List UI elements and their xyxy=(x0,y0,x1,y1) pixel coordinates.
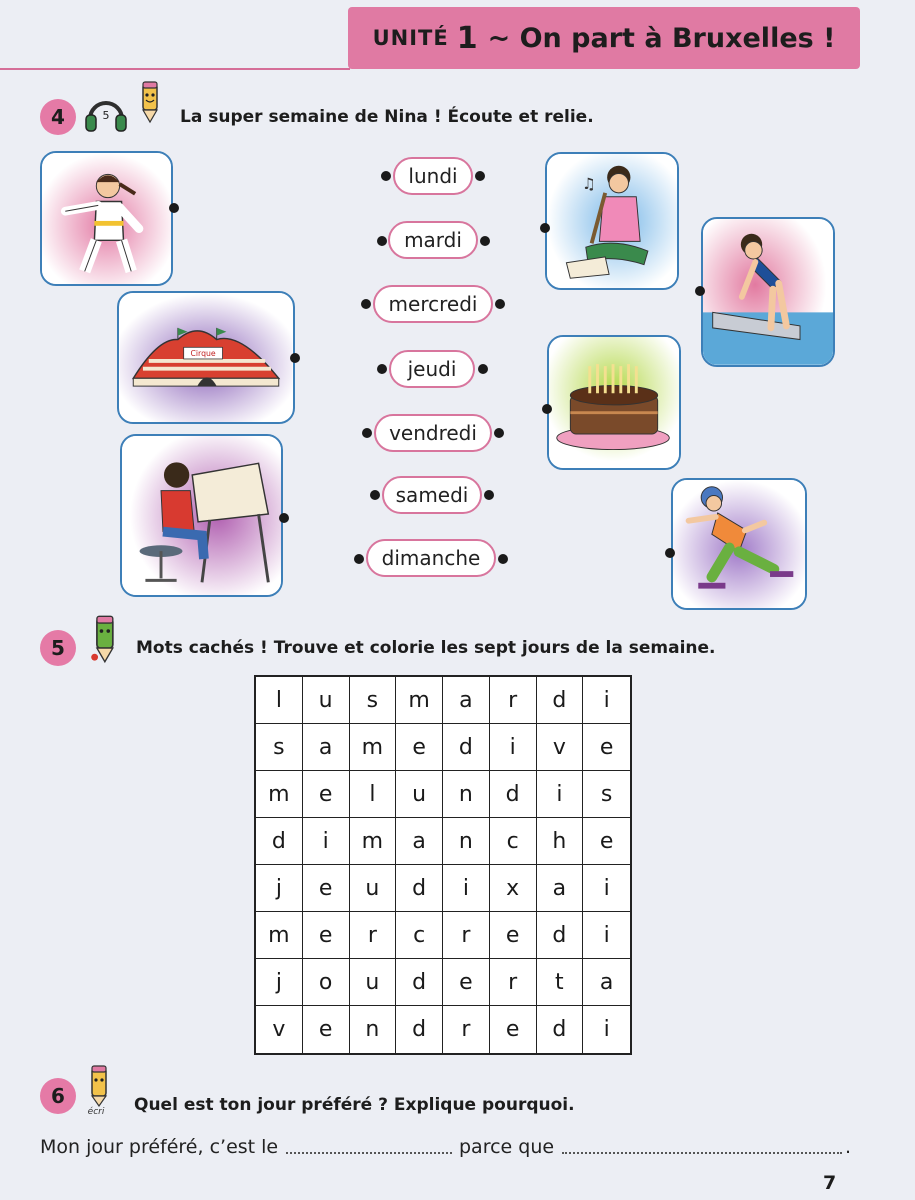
grid-cell[interactable]: i xyxy=(603,1017,610,1042)
picture-cake xyxy=(547,335,681,470)
connector-dot[interactable] xyxy=(354,554,364,564)
grid-cell[interactable]: i xyxy=(490,724,537,771)
grid-cell[interactable]: m xyxy=(256,771,303,818)
picture-circus xyxy=(117,291,295,424)
grid-cell[interactable]: e xyxy=(396,724,443,771)
word-search-grid[interactable] xyxy=(254,675,632,1055)
grid-cell[interactable]: a xyxy=(443,677,490,724)
grid-cell[interactable]: l xyxy=(350,771,397,818)
grid-cell[interactable]: o xyxy=(303,959,350,1006)
day-label-lundi: lundi xyxy=(393,157,473,195)
grid-cell[interactable]: i xyxy=(583,677,630,724)
grid-cell[interactable]: m xyxy=(256,912,303,959)
grid-cell[interactable]: a xyxy=(396,818,443,865)
exercise-5-instruction: Mots cachés ! Trouve et colorie les sept jours de la semaine. xyxy=(136,638,716,658)
pencil-mascot-icon xyxy=(90,614,122,664)
connector-dot[interactable] xyxy=(665,548,675,558)
connector-dot[interactable] xyxy=(495,299,505,309)
grid-cell[interactable]: t xyxy=(537,959,584,1006)
connector-dot[interactable] xyxy=(279,513,289,523)
unit-number: 1 xyxy=(456,20,478,56)
grid-cell[interactable]: e xyxy=(583,724,630,771)
pencil-mascot-icon xyxy=(137,80,165,124)
grid-cell[interactable]: x xyxy=(490,865,537,912)
picture-rollerblading xyxy=(671,478,807,610)
grid-cell[interactable]: j xyxy=(256,865,303,912)
headphones-icon xyxy=(84,93,128,133)
connector-dot[interactable] xyxy=(498,554,508,564)
grid-cell[interactable]: i xyxy=(537,771,584,818)
grid-cell[interactable]: n xyxy=(443,771,490,818)
grid-cell[interactable]: s xyxy=(256,724,303,771)
grid-cell[interactable]: l xyxy=(256,677,303,724)
grid-cell[interactable]: d xyxy=(537,1006,584,1053)
day-label-mercredi: mercredi xyxy=(373,285,493,323)
connector-dot[interactable] xyxy=(480,236,490,246)
connector-dot[interactable] xyxy=(290,353,300,363)
grid-cell[interactable]: u xyxy=(303,677,350,724)
grid-cell[interactable]: n xyxy=(350,1006,397,1053)
picture-karate xyxy=(40,151,173,286)
day-label-samedi: samedi xyxy=(382,476,482,514)
grid-cell[interactable]: u xyxy=(396,771,443,818)
picture-flute xyxy=(545,152,679,290)
grid-cell[interactable]: s xyxy=(350,677,397,724)
grid-cell[interactable]: d xyxy=(256,818,303,865)
exercise-4-instruction: La super semaine de Nina ! Écoute et relie. xyxy=(180,107,594,127)
unit-banner xyxy=(348,7,860,69)
grid-cell[interactable]: r xyxy=(443,912,490,959)
connector-dot[interactable] xyxy=(362,428,372,438)
day-label-dimanche: dimanche xyxy=(366,539,496,577)
exercise-6-number: 6 xyxy=(40,1078,76,1114)
grid-cell[interactable]: h xyxy=(537,818,584,865)
sentence-end: . xyxy=(845,1136,852,1158)
grid-cell[interactable]: e xyxy=(490,1006,537,1053)
sentence-start: Mon jour préféré, c’est le xyxy=(40,1136,279,1158)
grid-cell[interactable]: u xyxy=(350,865,397,912)
connector-dot[interactable] xyxy=(484,490,494,500)
grid-cell[interactable]: d xyxy=(443,724,490,771)
day-label-mardi: mardi xyxy=(388,221,478,259)
connector-dot[interactable] xyxy=(540,223,550,233)
grid-cell[interactable]: e xyxy=(303,1006,350,1053)
connector-dot[interactable] xyxy=(542,404,552,414)
grid-cell[interactable]: s xyxy=(583,771,630,818)
connector-dot[interactable] xyxy=(169,203,179,213)
grid-cell[interactable]: e xyxy=(303,865,350,912)
grid-cell[interactable]: i xyxy=(583,865,630,912)
picture-drawing xyxy=(120,434,283,597)
header-rule xyxy=(0,68,350,70)
grid-cell[interactable]: u xyxy=(350,959,397,1006)
grid-cell[interactable]: i xyxy=(583,912,630,959)
exercise-4-number: 4 xyxy=(40,99,76,135)
connector-dot[interactable] xyxy=(377,364,387,374)
page-number: 7 xyxy=(823,1172,837,1194)
picture-swimming xyxy=(701,217,835,367)
unit-title: ~ On part à Bruxelles ! xyxy=(487,22,836,54)
grid-cell[interactable]: c xyxy=(490,818,537,865)
grid-cell[interactable]: r xyxy=(490,959,537,1006)
connector-dot[interactable] xyxy=(381,171,391,181)
grid-cell[interactable]: e xyxy=(303,912,350,959)
grid-cell[interactable]: r xyxy=(490,677,537,724)
answer-blank-day[interactable] xyxy=(286,1152,452,1154)
grid-cell[interactable]: a xyxy=(583,959,630,1006)
grid-cell[interactable]: d xyxy=(537,677,584,724)
grid-cell[interactable]: i xyxy=(443,865,490,912)
grid-cell[interactable]: e xyxy=(443,959,490,1006)
grid-cell[interactable]: d xyxy=(396,1006,443,1053)
grid-cell[interactable]: i xyxy=(303,818,350,865)
circus-sign-text: Cirque xyxy=(190,349,216,359)
grid-cell[interactable]: m xyxy=(350,818,397,865)
connector-dot[interactable] xyxy=(361,299,371,309)
grid-cell[interactable]: m xyxy=(396,677,443,724)
grid-cell[interactable]: v xyxy=(256,1006,303,1053)
grid-cell[interactable]: v xyxy=(537,724,584,771)
day-label-vendredi: vendredi xyxy=(374,414,492,452)
exercise-5-number: 5 xyxy=(40,630,76,666)
sentence-middle: parce que xyxy=(459,1136,555,1158)
grid-cell[interactable]: e xyxy=(303,771,350,818)
connector-dot[interactable] xyxy=(695,286,705,296)
grid-cell[interactable]: m xyxy=(350,724,397,771)
grid-cell[interactable]: j xyxy=(256,959,303,1006)
exercise-6-instruction: Quel est ton jour préféré ? Explique pourquoi. xyxy=(134,1095,575,1115)
svg-text:♫: ♫ xyxy=(581,174,596,193)
grid-cell[interactable]: d xyxy=(396,865,443,912)
grid-cell[interactable]: e xyxy=(490,912,537,959)
pencil-mascot-icon xyxy=(80,1064,118,1116)
day-label-jeudi: jeudi xyxy=(389,350,475,388)
answer-blank-reason[interactable] xyxy=(562,1152,842,1154)
connector-dot[interactable] xyxy=(370,490,380,500)
unit-word: UNITÉ xyxy=(372,26,449,50)
connector-dot[interactable] xyxy=(377,236,387,246)
grid-cell[interactable]: r xyxy=(443,1006,490,1053)
grid-cell[interactable]: e xyxy=(583,818,630,865)
grid-cell[interactable]: d xyxy=(490,771,537,818)
grid-cell[interactable]: c xyxy=(396,912,443,959)
grid-cell[interactable]: d xyxy=(396,959,443,1006)
pencil-label: écri xyxy=(87,1107,105,1116)
grid-cell[interactable]: r xyxy=(350,912,397,959)
grid-cell[interactable]: a xyxy=(303,724,350,771)
grid-cell[interactable]: a xyxy=(537,865,584,912)
grid-cell[interactable]: n xyxy=(443,818,490,865)
track-number: 5 xyxy=(102,109,110,122)
grid-cell[interactable]: d xyxy=(537,912,584,959)
connector-dot[interactable] xyxy=(475,171,485,181)
connector-dot[interactable] xyxy=(478,364,488,374)
connector-dot[interactable] xyxy=(494,428,504,438)
